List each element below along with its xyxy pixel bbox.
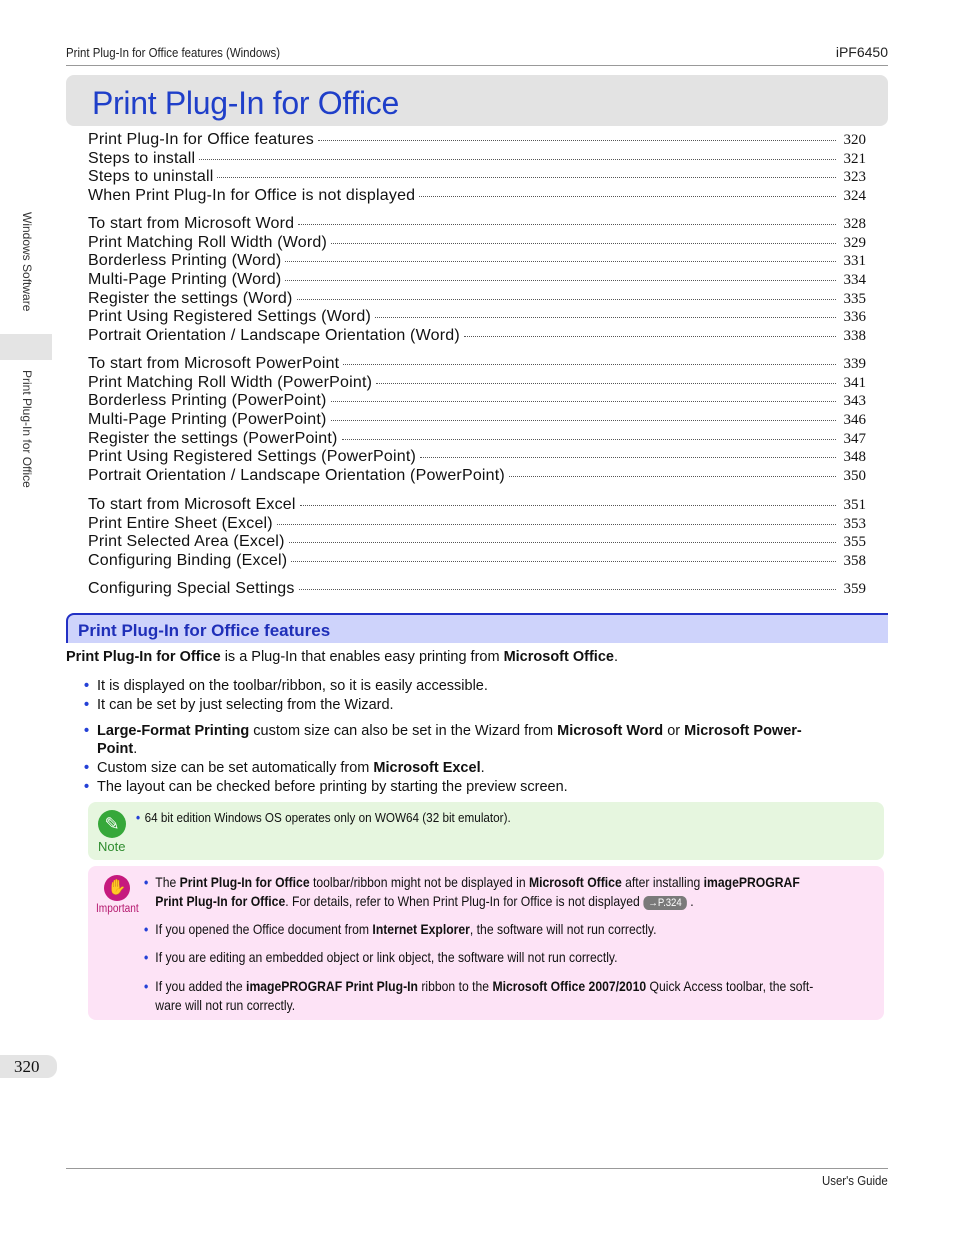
- toc-group: [88, 580, 866, 599]
- toc-leader-dots: [298, 224, 836, 225]
- toc-leader-dots: [289, 542, 836, 543]
- toc-page-number: 329: [843, 234, 866, 251]
- toc-entry[interactable]: [88, 374, 866, 393]
- toc-leader-dots: [375, 317, 836, 318]
- feature-bullet: [84, 696, 874, 714]
- toc-page-number: 334: [843, 272, 866, 289]
- toc-page-number: 339: [843, 356, 866, 372]
- toc-entry[interactable]: [88, 533, 866, 552]
- toc-entry[interactable]: [88, 392, 866, 411]
- note-box: [88, 802, 884, 860]
- toc-page-number: 353: [843, 515, 866, 532]
- toc-entry[interactable]: [88, 411, 866, 430]
- section-heading: Print Plug-In for Office features: [78, 621, 331, 640]
- intro-text: is a Plug-In that enables easy printing from: [220, 649, 504, 665]
- toc-page-number: 323: [843, 169, 866, 186]
- toc-entry[interactable]: [88, 552, 866, 571]
- toc-leader-dots: [343, 364, 836, 365]
- side-chapter-label: Print Plug-In for Office: [20, 370, 34, 488]
- side-section-label: Windows Software: [20, 212, 34, 312]
- feature-bullet: [84, 778, 874, 796]
- section-heading-bar: [66, 613, 888, 643]
- toc-page-number: 336: [843, 309, 866, 326]
- intro-period: .: [613, 649, 618, 665]
- bullet-text: It can be set by just selecting from the Wizard.: [97, 697, 394, 713]
- toc-entry[interactable]: [88, 234, 866, 253]
- toc-entry-label: Print Matching Roll Width (PowerPoint): [88, 373, 373, 391]
- chapter-title-bar: [66, 75, 888, 126]
- toc-leader-dots: [285, 280, 836, 281]
- feature-bullet: [84, 722, 874, 758]
- toc-leader-dots: [285, 261, 836, 262]
- toc-leader-dots: [297, 299, 837, 300]
- toc-leader-dots: [299, 589, 836, 590]
- toc-group: [88, 131, 866, 206]
- toc-entry[interactable]: [88, 150, 866, 169]
- toc-page-number: 320: [843, 132, 866, 148]
- toc-leader-dots: [199, 159, 836, 160]
- chapter-title: Print Plug-In for Office: [92, 85, 400, 121]
- footer-text: User's Guide: [822, 1173, 888, 1188]
- toc-group: [88, 215, 866, 346]
- toc-page-number: 351: [843, 497, 866, 513]
- toc-entry[interactable]: [88, 131, 866, 150]
- toc-entry[interactable]: [88, 187, 866, 206]
- toc-leader-dots: [420, 457, 836, 458]
- bullet-dot: •: [84, 697, 90, 713]
- toc-leader-dots: [291, 561, 836, 562]
- toc-entry-label: Multi-Page Printing (Word): [88, 271, 282, 289]
- toc-page-number: 359: [843, 581, 866, 597]
- toc-page-number: 343: [843, 393, 866, 410]
- header-rule: [66, 65, 888, 66]
- toc-entry-label: To start from Microsoft PowerPoint: [88, 355, 340, 372]
- bullet-text: Custom size can be set automatically from Microsoft Excel.: [97, 760, 485, 776]
- toc-page-number: 346: [843, 412, 866, 429]
- toc-page-number: 358: [843, 553, 866, 570]
- toc-page-number: 347: [843, 430, 866, 447]
- pencil-note-icon: ✎: [98, 810, 126, 838]
- toc-page-number: 348: [843, 449, 866, 466]
- bullet-text: It is displayed on the toolbar/ribbon, so it is easily accessible.: [97, 678, 488, 694]
- toc-leader-dots: [376, 383, 836, 384]
- toc-entry[interactable]: [88, 327, 866, 346]
- side-tab-marker: [0, 334, 52, 360]
- toc-entry-label: To start from Microsoft Excel: [88, 496, 296, 513]
- toc-leader-dots: [331, 243, 836, 244]
- bullet-text: The layout can be checked before printing by starting the preview screen.: [97, 779, 568, 795]
- important-item: • If you opened the Office document from Internet Explorer, the software will not run correctly.: [144, 921, 657, 937]
- toc-entry-label: Borderless Printing (PowerPoint): [88, 392, 327, 410]
- toc-page-number: 341: [843, 374, 866, 391]
- toc-entry-label: Print Matching Roll Width (Word): [88, 233, 328, 251]
- toc-leader-dots: [464, 336, 836, 337]
- important-item: • The Print Plug-In for Office toolbar/ribbon might not be displayed in Microsoft Office after installing imagePROGRAF Print Plug-In for Office. For details, refer to When Print Plug-In for Office is not displayed →P.324 .: [144, 874, 800, 909]
- toc-entry[interactable]: [88, 168, 866, 187]
- toc-entry[interactable]: [88, 252, 866, 271]
- toc-entry-label: Portrait Orientation / Landscape Orientation (Word): [88, 327, 460, 345]
- toc-group: [88, 496, 866, 571]
- toc-entry[interactable]: [88, 467, 866, 486]
- toc-page-number: 350: [843, 468, 866, 485]
- intro-bold-product: Print Plug-In for Office: [66, 649, 221, 665]
- toc-entry[interactable]: [88, 448, 866, 467]
- toc-leader-dots: [419, 196, 836, 197]
- toc-page-number: 355: [843, 534, 866, 551]
- toc-entry[interactable]: [88, 355, 866, 374]
- toc-entry-label: Portrait Orientation / Landscape Orientation (PowerPoint): [88, 467, 505, 485]
- toc-entry[interactable]: [88, 515, 866, 534]
- toc-leader-dots: [342, 439, 836, 440]
- intro-bold-office: Microsoft Office: [503, 649, 614, 665]
- toc-entry-label: Print Entire Sheet (Excel): [88, 514, 273, 532]
- running-header-title: Print Plug-In for Office features (Windows): [66, 45, 281, 60]
- important-item: • If you are editing an embedded object or link object, the software will not run correctly.: [144, 949, 618, 965]
- important-item: • If you added the imagePROGRAF Print Plug-In ribbon to the Microsoft Office 2007/2010 Quick Access toolbar, the soft- ware will not run correctly.: [144, 978, 814, 1013]
- toc-leader-dots: [217, 177, 836, 178]
- toc-leader-dots: [318, 140, 836, 141]
- toc-leader-dots: [277, 524, 836, 525]
- bullet-dot: •: [84, 760, 90, 776]
- toc-entry-label: Configuring Binding (Excel): [88, 552, 288, 570]
- footer-rule: [66, 1168, 888, 1169]
- toc-page-number: 328: [843, 216, 866, 232]
- toc-entry[interactable]: [88, 290, 866, 309]
- toc-entry-label: Multi-Page Printing (PowerPoint): [88, 411, 327, 429]
- toc-entry-label: Print Using Registered Settings (Word): [88, 308, 371, 326]
- toc-leader-dots: [331, 420, 837, 421]
- toc-entry-label: Borderless Printing (Word): [88, 252, 282, 270]
- toc-entry-label: Steps to uninstall: [88, 168, 214, 186]
- toc-page-number: 338: [843, 328, 866, 345]
- page-reference-link[interactable]: →P.324: [643, 896, 687, 910]
- bullet-dot: •: [84, 723, 90, 739]
- toc-entry-label: Print Plug-In for Office features: [88, 131, 314, 148]
- toc-entry-label: Steps to install: [88, 149, 196, 167]
- toc-entry[interactable]: [88, 308, 866, 327]
- important-label: Important: [96, 903, 139, 915]
- toc-page-number: 331: [843, 253, 866, 270]
- toc-leader-dots: [300, 505, 836, 506]
- running-header-model: iPF6450: [835, 44, 888, 60]
- toc-entry[interactable]: [88, 496, 866, 515]
- bullet-dot: •: [84, 678, 90, 694]
- important-box: [88, 866, 884, 1020]
- toc-entry-label: Print Using Registered Settings (PowerPoint): [88, 448, 417, 466]
- toc-page-number: 324: [843, 188, 866, 205]
- bullet-text: Large-Format Printing custom size can also be set in the Wizard from Microsoft Word or Microsoft Power- Point.: [97, 723, 802, 757]
- toc-entry[interactable]: [88, 271, 866, 290]
- toc-entry-label: Register the settings (Word): [88, 289, 293, 307]
- toc-entry[interactable]: [88, 215, 866, 234]
- toc-leader-dots: [509, 476, 836, 477]
- toc-entry-label: Print Selected Area (Excel): [88, 533, 285, 551]
- toc-entry-label: To start from Microsoft Word: [88, 215, 295, 232]
- note-text: • 64 bit edition Windows OS operates only on WOW64 (32 bit emulator).: [136, 810, 511, 825]
- hand-stop-icon: ✋: [104, 875, 130, 901]
- toc-entry-label: When Print Plug-In for Office is not displayed: [88, 187, 416, 205]
- feature-bullet: [84, 759, 874, 777]
- page-number-tab: [0, 1055, 57, 1078]
- toc-entry-label: Register the settings (PowerPoint): [88, 429, 338, 447]
- page-number: 320: [14, 1057, 40, 1076]
- toc-entry-label: Configuring Special Settings: [88, 580, 295, 597]
- toc-page-number: 321: [843, 150, 866, 167]
- toc-leader-dots: [331, 401, 837, 402]
- bullet-dot: •: [84, 779, 90, 795]
- toc-entry[interactable]: [88, 580, 866, 599]
- toc-group: [88, 355, 866, 486]
- toc-page-number: 335: [843, 290, 866, 307]
- intro-paragraph: [66, 649, 618, 665]
- toc-entry[interactable]: [88, 430, 866, 449]
- feature-bullet: [84, 677, 874, 695]
- note-label: Note: [98, 839, 126, 854]
